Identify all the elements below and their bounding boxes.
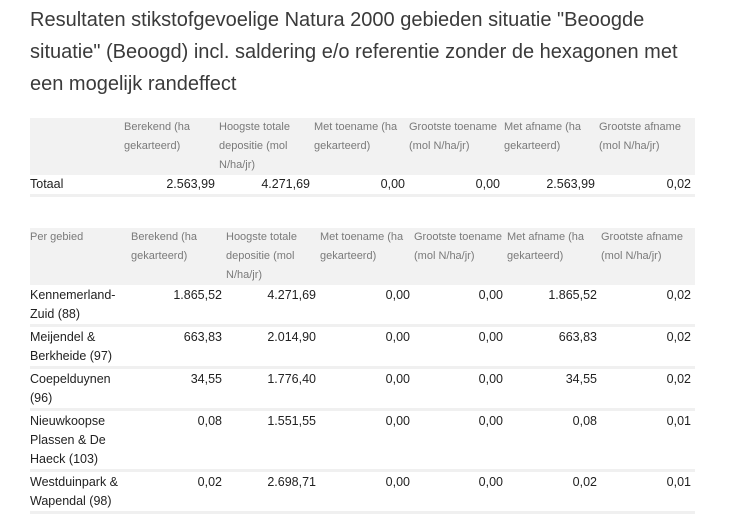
- row-label: Coepelduynen (96): [30, 368, 131, 410]
- table-cell: 34,55: [507, 368, 601, 410]
- table-cell: 0,02: [601, 326, 695, 368]
- table-cell: 0,00: [414, 285, 507, 326]
- table-cell: 0,00: [320, 326, 414, 368]
- table-cell: 0,08: [131, 410, 226, 471]
- table-cell: 0,02: [507, 471, 601, 513]
- table-cell: 34,55: [131, 368, 226, 410]
- area-header-cell: Grootste afname (mol N/ha/jr): [601, 228, 695, 285]
- summary-header-cell: [30, 118, 124, 175]
- table-cell: 0,08: [507, 410, 601, 471]
- table-row: [30, 410, 695, 471]
- table-cell: 0,00: [314, 175, 409, 196]
- summary-header-cell: Berekend (ha gekarteerd): [124, 118, 219, 175]
- summary-header-cell: Met afname (ha gekarteerd): [504, 118, 599, 175]
- table-row: [30, 175, 695, 196]
- table-cell: 0,00: [320, 471, 414, 513]
- summary-header-cell: Grootste afname (mol N/ha/jr): [599, 118, 695, 175]
- table-cell: 1.865,52: [131, 285, 226, 326]
- row-label: Meijendel & Berkheide (97): [30, 326, 131, 368]
- table-cell: 2.014,90: [226, 326, 320, 368]
- table-cell: 4.271,69: [219, 175, 314, 196]
- table-cell: 2.563,99: [124, 175, 219, 196]
- table-cell: 0,01: [601, 471, 695, 513]
- table-cell: 2.698,71: [226, 471, 320, 513]
- summary-header-cell: Grootste toename (mol N/ha/jr): [409, 118, 504, 175]
- table-cell: 663,83: [131, 326, 226, 368]
- table-row: [30, 326, 695, 368]
- row-label: Totaal: [30, 175, 124, 196]
- area-header-cell: Met toename (ha gekarteerd): [320, 228, 414, 285]
- row-label: Nieuwkoopse Plassen & De Haeck (103): [30, 410, 131, 471]
- table-cell: 4.271,69: [226, 285, 320, 326]
- table-cell: 0,00: [320, 410, 414, 471]
- table-cell: 2.563,99: [504, 175, 599, 196]
- summary-header-row: [30, 118, 695, 175]
- table-cell: 1.865,52: [507, 285, 601, 326]
- table-cell: 0,02: [131, 471, 226, 513]
- table-cell: 0,00: [320, 368, 414, 410]
- row-label: Westduinpark & Wapendal (98): [30, 471, 131, 513]
- area-table: [30, 228, 695, 514]
- summary-header-cell: Hoogste totale depositie (mol N/ha/jr): [219, 118, 314, 175]
- summary-table: [30, 118, 695, 197]
- row-label: Kennemerland-Zuid (88): [30, 285, 131, 326]
- area-header-cell: Grootste toename (mol N/ha/jr): [414, 228, 507, 285]
- table-cell: 0,00: [409, 175, 504, 196]
- page-title: Resultaten stikstofgevoelige Natura 2000 gebieden situatie "Beoogde situatie" (Beoogd) incl. saldering e/o referentie zonder de hexagonen met een mogelijk randeffect: [30, 9, 678, 95]
- table-cell: 0,02: [601, 285, 695, 326]
- table-row: [30, 471, 695, 513]
- table-cell: 1.776,40: [226, 368, 320, 410]
- table-cell: 0,00: [414, 368, 507, 410]
- table-cell: 0,02: [601, 368, 695, 410]
- table-cell: 0,00: [414, 471, 507, 513]
- table-row: [30, 368, 695, 410]
- area-header-cell: Per gebied: [30, 228, 131, 285]
- table-cell: 0,00: [414, 410, 507, 471]
- table-row: [30, 285, 695, 326]
- table-cell: 1.551,55: [226, 410, 320, 471]
- table-cell: 0,01: [601, 410, 695, 471]
- table-cell: 0,02: [599, 175, 695, 196]
- summary-header-cell: Met toename (ha gekarteerd): [314, 118, 409, 175]
- area-header-row: [30, 228, 695, 285]
- table-cell: 0,00: [320, 285, 414, 326]
- table-cell: 0,00: [414, 326, 507, 368]
- area-header-cell: Met afname (ha gekarteerd): [507, 228, 601, 285]
- area-header-cell: Berekend (ha gekarteerd): [131, 228, 226, 285]
- area-header-cell: Hoogste totale depositie (mol N/ha/jr): [226, 228, 320, 285]
- table-cell: 663,83: [507, 326, 601, 368]
